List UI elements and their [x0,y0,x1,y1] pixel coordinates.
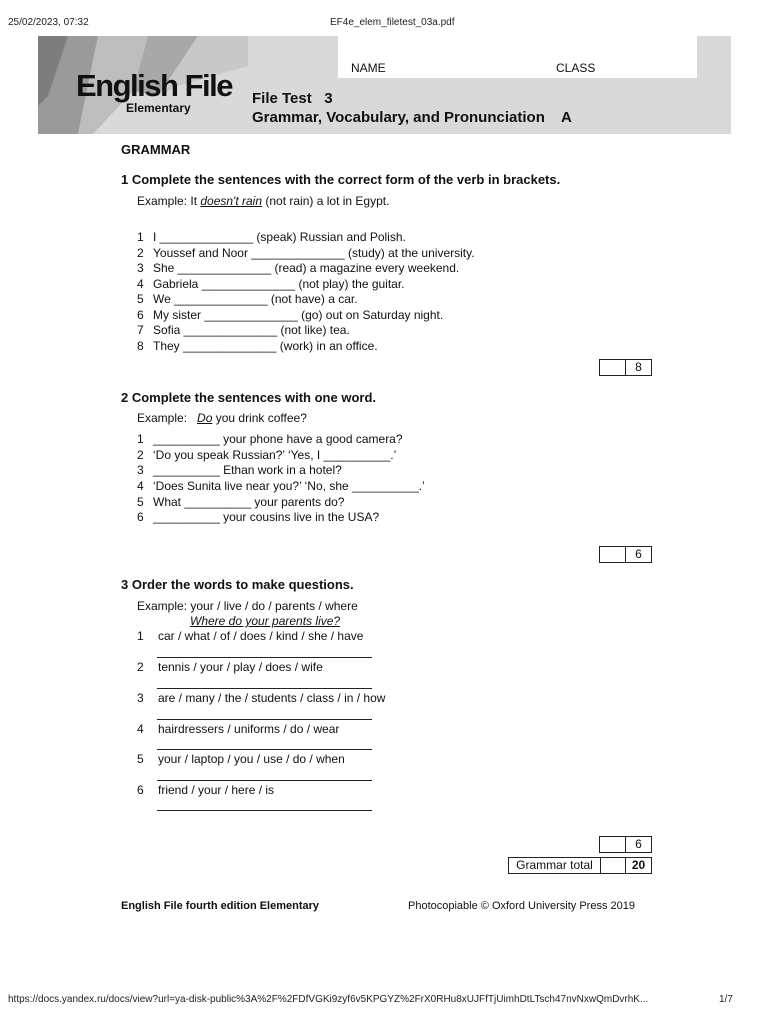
list-item: 2 ‘Do you speak Russian?’ ‘Yes, I __________.’ [137,447,397,462]
example-suffix: (not rain) a lot in Egypt. [262,194,390,208]
list-item: 5 What __________ your parents do? [137,494,345,509]
section2-list [137,432,425,526]
list-item: 5 We ______________ (not have) a car. [137,292,358,306]
section2-example: Example: Do you drink coffee? [137,411,307,425]
answer-line[interactable] [157,810,372,811]
answer-line[interactable] [157,688,372,689]
section1-score: 8 [635,360,642,374]
section3-score: 6 [635,837,642,851]
document-title: EF4e_elem_filetest_03a.pdf [330,17,455,28]
answer-line[interactable] [157,780,372,781]
list-item: 4 hairdressers / uniforms / do / wear [137,722,340,736]
test-title: File Test 3 [252,90,333,107]
list-item: 5 your / laptop / you / use / do / when [137,752,345,766]
grammar-total-label: Grammar total [516,858,593,872]
list-item: 1 I ______________ (speak) Russian and Polish. [137,230,406,244]
footer-right: Photocopiable © Oxford University Press 2019 [408,900,635,912]
list-item: 1 car / what / of / does / kind / she / have [137,629,364,643]
grammar-total-box [508,857,652,874]
list-item: 6 __________ your cousins live in the USA? [137,510,380,525]
list-item: 2 Youssef and Noor ______________ (study) at the university. [137,245,475,260]
print-datetime: 25/02/2023, 07:32 [8,17,89,28]
list-item: 8 They ______________ (work) in an office. [137,338,378,353]
list-item: 2 tennis / your / play / does / wife [137,660,323,674]
section2-score: 6 [635,547,642,561]
section1-title: 1 Complete the sentences with the correct form of the verb in brackets. [121,172,561,187]
logo-title: English File [76,68,232,103]
section3-example-answer: Where do your parents live? [190,614,341,628]
section1-example [137,194,389,208]
logo-subtitle: Elementary [126,101,191,115]
list-item: 6 My sister ______________ (go) out on Saturday night. [137,307,444,322]
section2-title: 2 Complete the sentences with one word. [121,390,376,405]
list-item: 3 are / many / the / students / class / in / how [137,691,386,705]
grammar-total-value: 20 [631,858,646,872]
section1-list [137,230,475,354]
example-answer: doesn't rain [200,194,263,208]
answer-line[interactable] [157,719,372,720]
answer-line[interactable] [157,749,372,750]
page-url: https://docs.yandex.ru/docs/view?url=ya-disk-public%3A%2F%2FDfVGKi9zyf6v5KPGYZ%2FrX0RHu8xUJFfTjUimhDtLTsch47nvNxwQmDvrhK... [8,994,649,1005]
list-item: 7 Sofia ______________ (not like) tea. [137,323,350,337]
list-item: 1 __________ your phone have a good camera? [137,432,403,446]
name-class-field-area [338,36,697,78]
section3-score-box [599,836,652,853]
section2-score-box [599,546,652,563]
answer-line[interactable] [157,657,372,658]
class-label: CLASS [556,61,596,75]
list-item: 4 ‘Does Sunita live near you?’ ‘No, she __________.’ [137,479,425,494]
footer-left: English File fourth edition Elementary [121,900,320,912]
section1-score-box [599,359,652,376]
list-item: 3 __________ Ethan work in a hotel? [137,463,342,478]
list-item: 3 She ______________ (read) a magazine every weekend. [137,261,460,275]
list-item: 4 Gabriela ______________ (not play) the guitar. [137,276,405,291]
test-subtitle: Grammar, Vocabulary, and Pronunciation A [252,109,572,126]
name-label: NAME [351,61,386,75]
grammar-heading: GRAMMAR [121,142,191,157]
section3-title: 3 Order the words to make questions. [121,577,354,592]
list-item: 6 friend / your / here / is [137,783,275,797]
section3-example: Example: your / live / do / parents / where [137,599,358,613]
page-counter: 1/7 [719,994,733,1005]
example-prefix: Example: It [137,194,201,208]
